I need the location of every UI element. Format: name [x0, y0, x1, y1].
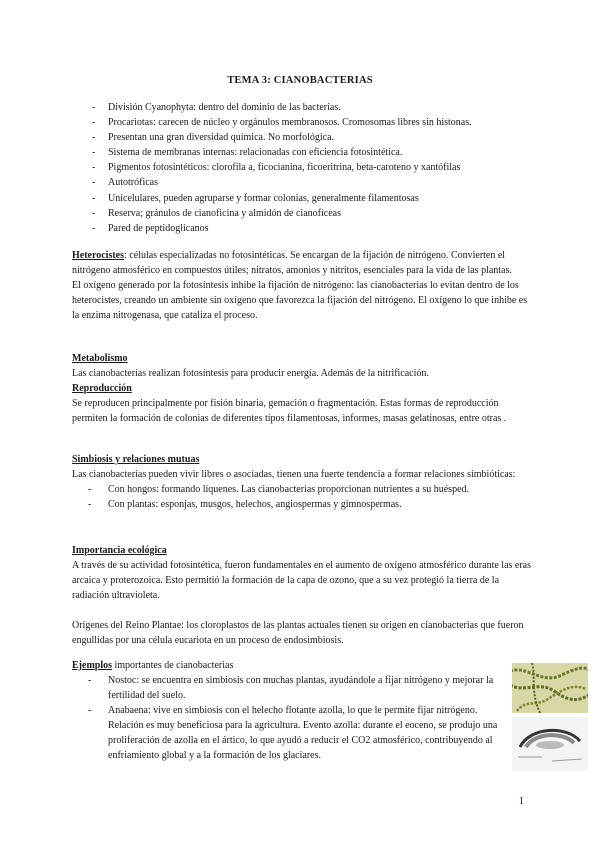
section-heading: Reproducción: [72, 383, 132, 394]
simbiosis-text: Las cianobacterias pueden vivir libres o asociadas, tienen una fuerte tendencia a formar relaciones simbióticas:: [72, 469, 516, 480]
list-item: - Sistema de membranas internas: relacionadas con eficiencia fotosintética.: [80, 145, 530, 160]
list-item: - Unicelulares, pueden agruparse y formar colonias, generalmente filamentosas: [80, 191, 530, 206]
reproduccion-text: Se reproducen principalmente por fisión binaria, gemación o fragmentación. Estas formas de reproducción permiten la formación de colonias de diferentes tipos filamentosas, informes, masas gelatinosas, entre otras .: [72, 398, 507, 424]
section-heading: Ejemplos: [72, 660, 112, 671]
section-heading: Heterocistes: [72, 250, 125, 261]
simbiosis-list: [72, 482, 532, 512]
page-number: 1: [518, 796, 524, 807]
section-heading: Metabolismo: [72, 353, 128, 364]
list-item: - Pigmentos fotosintéticos: clorofila a, ficocianina, ficoeritrina, beta-caroteno y xantófilas: [80, 160, 530, 175]
ejemplos-intro: Ejemplos importantes de cianobacterias: [72, 660, 234, 671]
document-title: TEMA 3: CIANOBACTERIAS: [227, 75, 373, 86]
cyanobacteria-figure: [512, 663, 588, 771]
list-item: - Presentan una gran diversidad química. No morfológica.: [80, 130, 530, 145]
ejemplos-list: [72, 673, 502, 763]
list-item: - Procariotas: carecen de núcleo y orgánulos membranosos. Cromosomas libres sin histonas.: [80, 115, 530, 130]
section-simbiosis: [72, 452, 532, 512]
section-metabolismo: [72, 351, 532, 426]
origenes-text: Orígenes del Reino Plantae: los cloroplastos de las plantas actuales tienen su origen en cianobacterias que fueron engullidas por una célula eucariota en un proceso de endosimbiosis.: [72, 620, 524, 646]
list-item: - Con plantas: esponjas, musgos, helechos, angiospermas y gimnospermas.: [72, 497, 532, 512]
section-heading: Simbiosis y relaciones mutuas: [72, 454, 200, 465]
section-heading: Importancia ecológica: [72, 545, 167, 556]
section-ejemplos: [72, 658, 502, 763]
metabolismo-text: Las cianobacterias realizan fotosíntesis para producir energía. Además de la nitrificación.: [72, 368, 429, 379]
list-item: - Anabaena: vive en simbiosis con el helecho flotante azolla, lo que le permite fijar nitrógeno. Relación es muy beneficiosa para la agricultura. Evento azolla: durante el eoceno, se produjo una proliferación de azolla en el ártico, lo que ayudó a reducir el CO2 atmosférico, contribuyendo al enfriamiento global y a la formación de los glaciares.: [72, 703, 502, 763]
list-item: - Autotróficas: [80, 175, 530, 190]
diagram-ellipse: [536, 741, 564, 749]
list-item: - Reserva; gránulos de cianoficina y almidón de cianofíceas: [80, 206, 530, 221]
heterocistes-paragraph-2: El oxígeno generado por la fotosíntesis inhibe la fijación de nitrógeno: las cianobacterias lo evitan dentro de los heterocistes, creando un ambiente sin oxígeno que favorezca la fijación del nitrógeno. El oxígeno lo que inhibe es la enzima nitrogenasa, que cataliza el proceso.: [72, 280, 528, 321]
list-item: - Con hongos: formando líquenes. Las cianobacterias proporcionan nutrientes a su huésped.: [72, 482, 532, 497]
list-item: - División Cyanophyta: dentro del dominio de las bacterias.: [80, 100, 530, 115]
list-item: - Pared de peptidoglicanos: [80, 221, 530, 236]
list-item: - Nostoc: se encuentra en simbiosis con muchas plantas, ayudándole a fijar nitrógeno y mejorar la fertilidad del suelo.: [72, 673, 502, 703]
importancia-text: A través de su actividad fotosintética, fueron fundamentales en el aumento de oxígeno atmosférico durante las eras arcaica y proterozoica. Esto permitió la formación de la capa de ozono, que a su vez protegió la tierra de la radiación ultravioleta.: [72, 560, 532, 601]
section-heterocistes: [72, 248, 532, 323]
intro-bullet-list: [80, 100, 530, 236]
section-importancia: [72, 543, 532, 648]
heterocistes-paragraph: Heterocistes: células especializadas no fotosintéticas. Se encargan de la fijación de nitrógeno. Convierten el nitrógeno atmosférico en compuestos útiles; nitratos, amonios y nitritos, esenciales para la vida de las plantas.: [72, 250, 512, 276]
